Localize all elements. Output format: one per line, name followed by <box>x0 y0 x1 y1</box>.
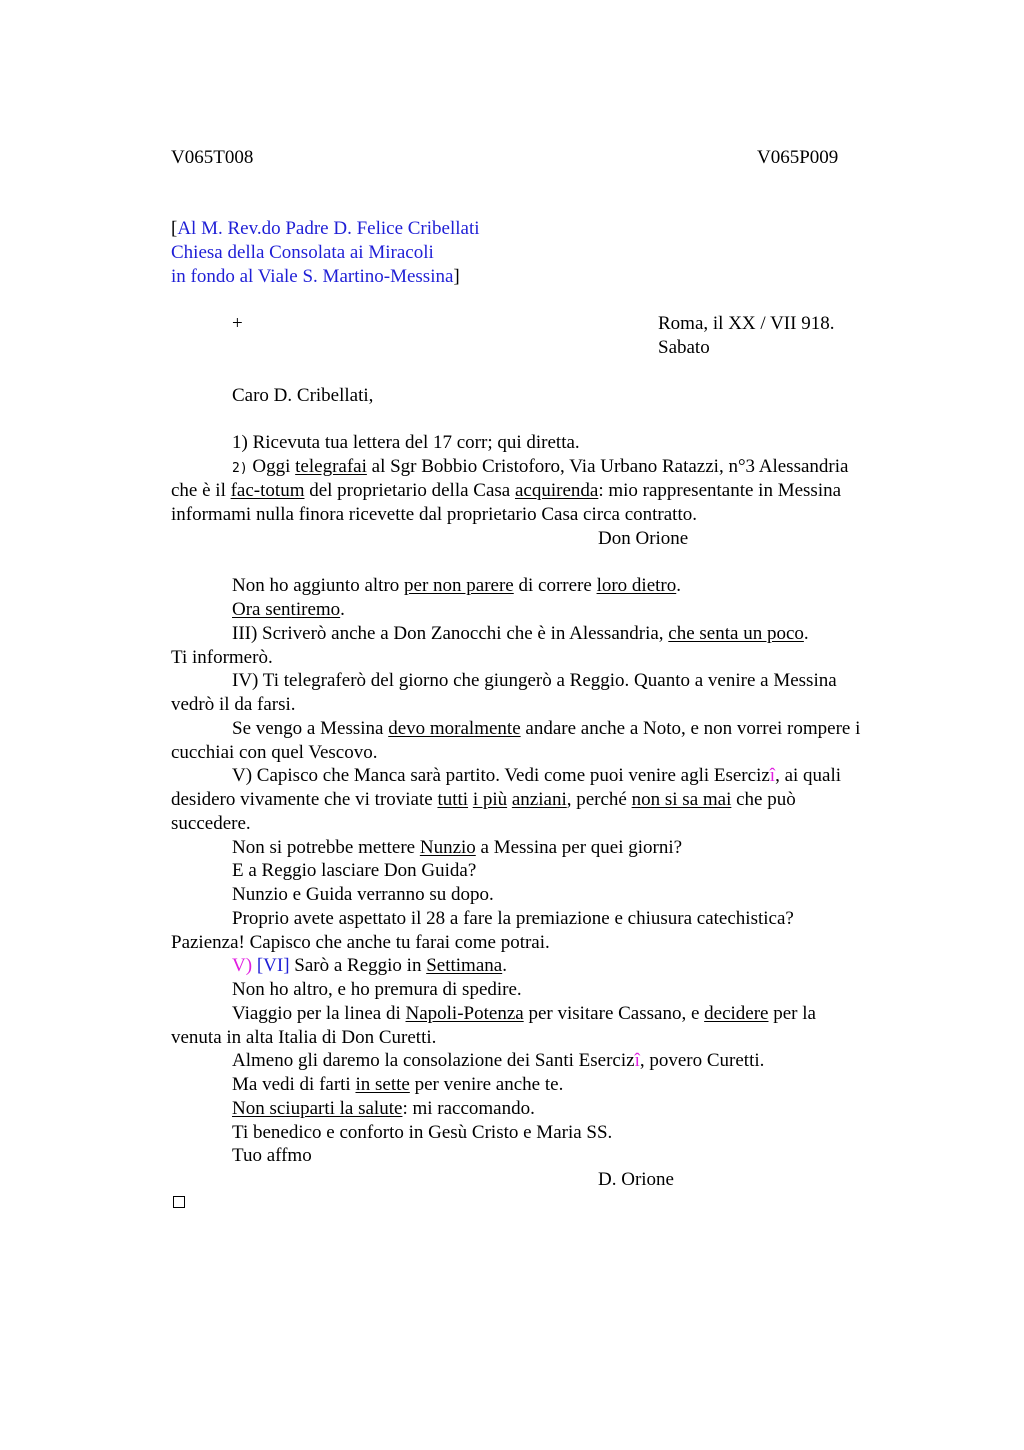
weekday: Sabato <box>658 337 710 358</box>
paragraph-line: succedere. <box>171 813 251 834</box>
paragraph-line: Non ho altro, e ho premura di spedire. <box>232 979 522 1000</box>
address-line-1: [Al M. Rev.do Padre D. Felice Cribellati <box>171 218 480 239</box>
paragraph-line: Se vengo a Messina devo moralmente andare anche a Noto, e non vorrei rompere i <box>232 718 861 739</box>
paragraph-line: che è il fac-totum del proprietario della Casa acquirenda: mio rappresentante in Messina <box>171 480 842 501</box>
paragraph-line: Ti benedico e conforto in Gesù Cristo e Maria SS. <box>232 1122 613 1143</box>
paragraph-line: vedrò il da farsi. <box>171 694 296 715</box>
paragraph-line: Non ho aggiunto altro per non parere di correre loro dietro. <box>232 575 681 596</box>
paragraph-line: Ma vedi di farti in sette per venire anche te. <box>232 1074 564 1095</box>
paragraph-line: Viaggio per la linea di Napoli-Potenza per visitare Cassano, e decidere per la <box>232 1003 816 1024</box>
paragraph-line: Ti informerò. <box>171 647 273 668</box>
document-code-right: V065P009 <box>757 147 839 168</box>
paragraph-line: Almeno gli daremo la consolazione dei Santi Esercizî, povero Curetti. <box>232 1050 765 1071</box>
paragraph-line: venuta in alta Italia di Don Curetti. <box>171 1027 437 1048</box>
end-box-icon <box>173 1196 185 1208</box>
cross-mark: + <box>232 313 243 334</box>
address-line-3: in fondo al Viale S. Martino-Messina] <box>171 266 460 287</box>
paragraph-line: V) [VI] Sarò a Reggio in Settimana. <box>232 955 507 976</box>
telegram-signature: Don Orione <box>598 528 689 549</box>
paragraph-line: Non sciuparti la salute: mi raccomando. <box>232 1098 535 1119</box>
paragraph-line: IV) Ti telegraferò del giorno che giungerò a Reggio. Quanto a venire a Messina <box>232 670 837 691</box>
paragraph-line: 2) Oggi telegrafai al Sgr Bobbio Cristoforo, Via Urbano Ratazzi, n°3 Alessandria <box>232 456 849 477</box>
paragraph-line: Nunzio e Guida verranno su dopo. <box>232 884 494 905</box>
paragraph-line: Non si potrebbe mettere Nunzio a Messina per quei giorni? <box>232 837 683 858</box>
paragraph-line: informami nulla finora ricevette dal proprietario Casa circa contratto. <box>171 504 697 525</box>
paragraph-line: Proprio avete aspettato il 28 a fare la premiazione e chiusura catechistica? <box>232 908 794 929</box>
closing-signature: D. Orione <box>598 1169 674 1190</box>
paragraph-line: III) Scriverò anche a Don Zanocchi che è in Alessandria, che senta un poco. <box>232 623 809 644</box>
paragraph-line: cucchiai con quel Vescovo. <box>171 742 378 763</box>
document-code-left: V065T008 <box>171 147 254 168</box>
paragraph-line: desidero vivamente che vi troviate tutti i più anziani, perché non si sa mai che può <box>171 789 796 810</box>
paragraph-line: V) Capisco che Manca sarà partito. Vedi come puoi venire agli Esercizî, ai quali <box>232 765 842 786</box>
address-line-2: Chiesa della Consolata ai Miracoli <box>171 242 434 263</box>
salutation: Caro D. Cribellati, <box>232 385 374 406</box>
paragraph-line: Ora sentiremo. <box>232 599 345 620</box>
paragraph-line: E a Reggio lasciare Don Guida? <box>232 860 477 881</box>
paragraph-line: Pazienza! Capisco che anche tu farai come potrai. <box>171 932 550 953</box>
paragraph-line: Tuo affmo <box>232 1145 312 1166</box>
place-date: Roma, il XX / VII 918. <box>658 313 835 334</box>
paragraph-line: 1) Ricevuta tua lettera del 17 corr; qui diretta. <box>232 432 580 453</box>
